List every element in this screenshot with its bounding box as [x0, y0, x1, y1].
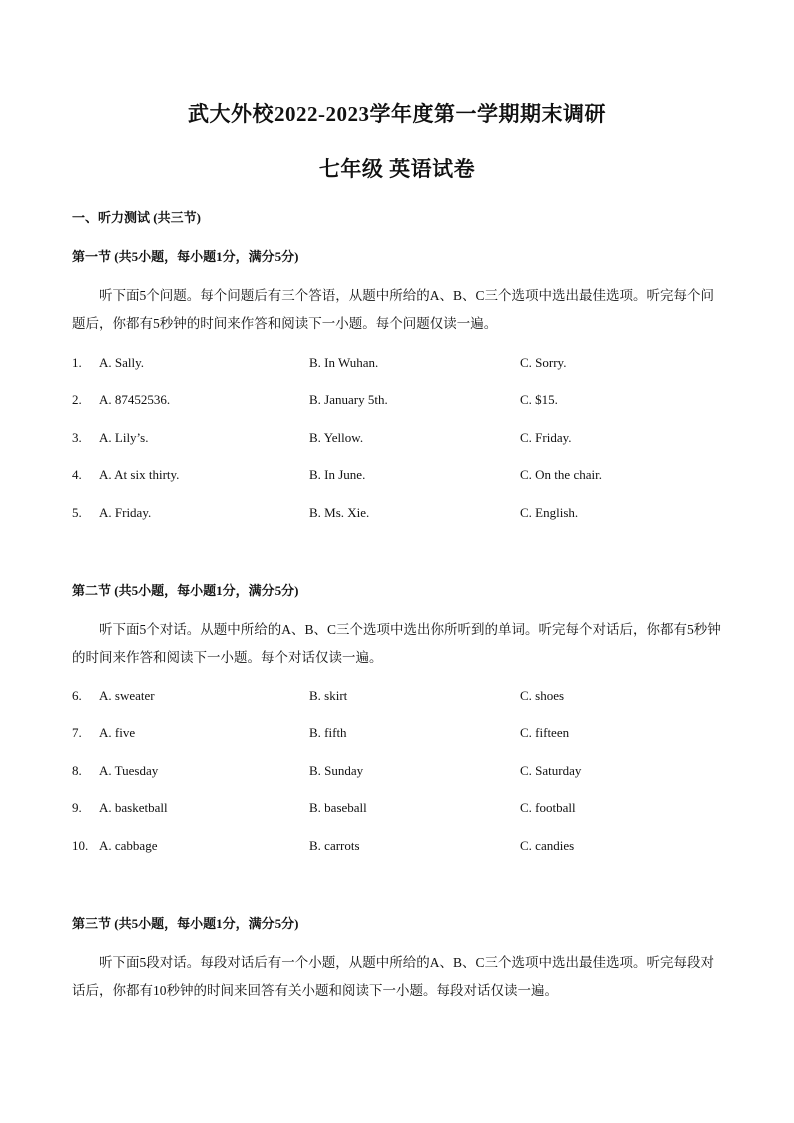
- exam-title: 武大外校2022-2023学年度第一学期期末调研: [188, 102, 606, 126]
- section3-heading: 第三节 (共5小题，每小题1分，满分5分): [72, 916, 299, 931]
- section2-instructions: 听下面5个对话。从题中所给的A、B、C三个选项中选出你所听到的单词。听完每个对话后，你都有5秒钟的时间来作答和阅读下一小题。每个对话仅读一遍。: [72, 622, 721, 665]
- question-row: [72, 688, 732, 706]
- question-row: [72, 800, 732, 818]
- option-a: A. sweater: [99, 688, 155, 703]
- part1-heading: 一、听力测试 (共三节): [72, 210, 201, 225]
- question-number: 5.: [72, 505, 82, 520]
- option-c: C. English.: [520, 505, 579, 520]
- question-row: [72, 430, 732, 448]
- option-a: A. Sally.: [99, 355, 145, 370]
- option-c: C. Saturday: [520, 763, 582, 778]
- question-number: 6.: [72, 688, 82, 703]
- question-number: 8.: [72, 763, 82, 778]
- question-row: [72, 725, 732, 743]
- question-row: [72, 763, 732, 781]
- question-row: [72, 467, 732, 485]
- question-number: 2.: [72, 392, 82, 407]
- option-b: B. carrots: [309, 838, 360, 853]
- option-c: C. fifteen: [520, 725, 570, 740]
- option-a: A. Tuesday: [99, 763, 159, 778]
- option-b: B. In June.: [309, 467, 366, 482]
- option-c: C. candies: [520, 838, 575, 853]
- option-a: A. five: [99, 725, 136, 740]
- option-a: A. cabbage: [99, 838, 158, 853]
- option-c: C. Sorry.: [520, 355, 567, 370]
- option-a: A. Friday.: [99, 505, 152, 520]
- section1-heading: 第一节 (共5小题，每小题1分，满分5分): [72, 249, 299, 264]
- option-b: B. In Wuhan.: [309, 355, 379, 370]
- option-c: C. shoes: [520, 688, 565, 703]
- option-a: A. At six thirty.: [99, 467, 180, 482]
- option-b: B. Yellow.: [309, 430, 364, 445]
- option-b: B. fifth: [309, 725, 347, 740]
- option-a: A. basketball: [99, 800, 168, 815]
- exam-subtitle: 七年级 英语试卷: [318, 157, 476, 181]
- question-number: 10.: [72, 838, 89, 853]
- question-number: 1.: [72, 355, 82, 370]
- question-row: [72, 838, 732, 856]
- option-b: B. Sunday: [309, 763, 364, 778]
- option-c: C. football: [520, 800, 576, 815]
- question-number: 7.: [72, 725, 82, 740]
- option-a: A. 87452536.: [99, 392, 171, 407]
- question-number: 4.: [72, 467, 82, 482]
- question-row: [72, 355, 732, 373]
- section3-instructions: 听下面5段对话。每段对话后有一个小题，从题中所给的A、B、C三个选项中选出最佳选项。听完每段对话后，你都有10秒钟的时间来回答有关小题和阅读下一小题。每段对话仅读一遍。: [72, 955, 715, 998]
- question-row: [72, 392, 732, 410]
- question-row: [72, 505, 732, 523]
- question-number: 3.: [72, 430, 82, 445]
- option-a: A. Lily’s.: [99, 430, 149, 445]
- section2-heading: 第二节 (共5小题，每小题1分，满分5分): [72, 583, 299, 598]
- option-c: C. $15.: [520, 392, 558, 407]
- option-c: C. Friday.: [520, 430, 572, 445]
- section1-instructions: 听下面5个问题。每个问题后有三个答语，从题中所给的A、B、C三个选项中选出最佳选项。听完每个问题后，你都有5秒钟的时间来作答和阅读下一小题。每个问题仅读一遍。: [72, 288, 715, 331]
- option-c: C. On the chair.: [520, 467, 602, 482]
- option-b: B. Ms. Xie.: [309, 505, 370, 520]
- question-number: 9.: [72, 800, 82, 815]
- option-b: B. baseball: [309, 800, 367, 815]
- option-b: B. skirt: [309, 688, 348, 703]
- option-b: B. January 5th.: [309, 392, 388, 407]
